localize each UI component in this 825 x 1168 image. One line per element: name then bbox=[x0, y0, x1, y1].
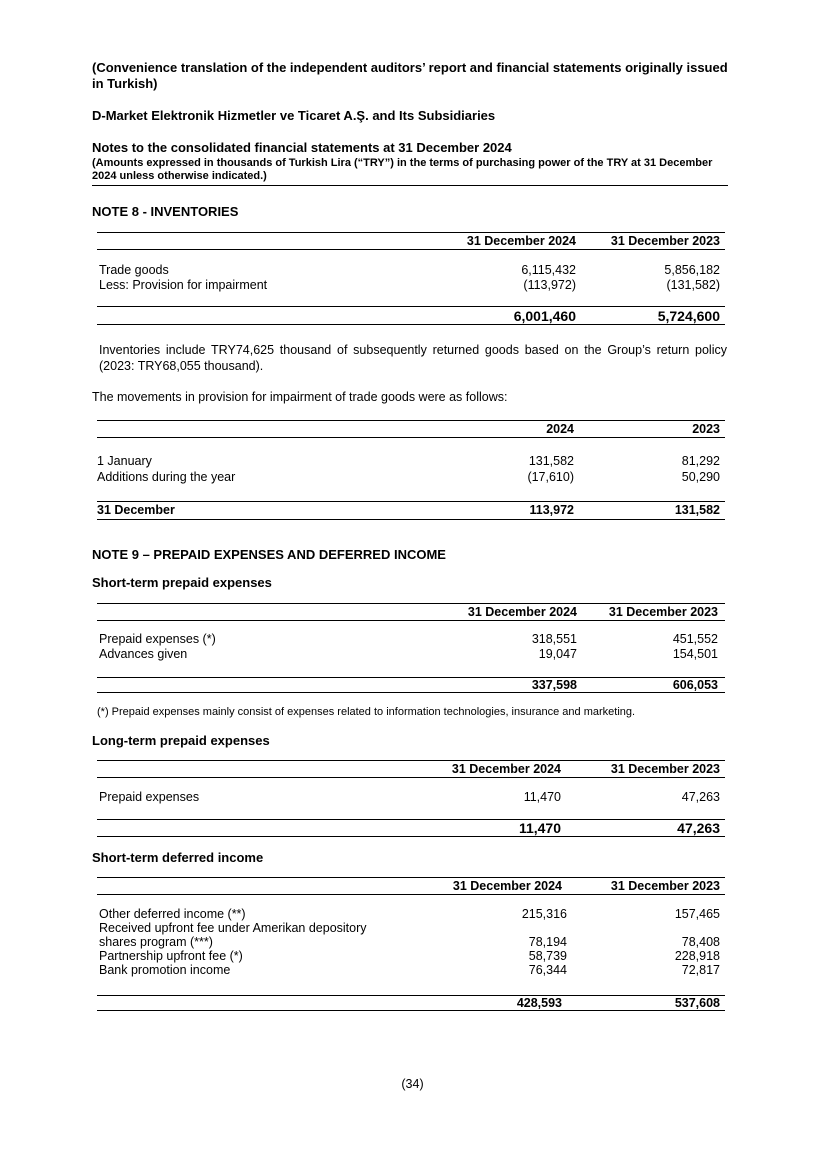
short-deferred-total-2024: 428,593 bbox=[516, 996, 562, 1010]
header-rule bbox=[92, 185, 728, 186]
short-prepaid-footnote: (*) Prepaid expenses mainly consist of expenses related to information technologies, insurance and marketing. bbox=[97, 706, 636, 718]
long-prepaid-title: Long-term prepaid expenses bbox=[92, 733, 270, 748]
short-deferred-row-value-2023: 228,918 bbox=[674, 949, 720, 963]
movements-col-2024: 2024 bbox=[546, 422, 574, 436]
long-prepaid-total-2024: 11,470 bbox=[518, 820, 561, 836]
short-deferred-row-value-2024: 78,194 bbox=[528, 935, 567, 949]
note8-header-rule bbox=[97, 249, 725, 250]
movements-row-value-2024: 131,582 bbox=[528, 454, 574, 468]
note8-movements-intro: The movements in provision for impairment of trade goods were as follows: bbox=[92, 390, 508, 404]
short-deferred-top-rule bbox=[97, 877, 725, 878]
short-prepaid-total-2024: 337,598 bbox=[531, 678, 577, 692]
short-deferred-row-value-2023: 78,408 bbox=[681, 935, 720, 949]
company-name: D-Market Elektronik Hizmetler ve Ticaret A.Ş. and Its Subsidiaries bbox=[92, 108, 496, 123]
short-deferred-row-label: shares program (***) bbox=[99, 935, 213, 949]
page-number: (34) bbox=[401, 1077, 424, 1091]
short-deferred-row-value-2024: 58,739 bbox=[528, 949, 567, 963]
long-prepaid-row-value-2024: 11,470 bbox=[523, 790, 561, 804]
short-prepaid-header-rule bbox=[97, 620, 725, 621]
movements-total-label: 31 December bbox=[97, 503, 175, 517]
note8-row-label: Trade goods bbox=[99, 263, 169, 277]
short-deferred-col-2024: 31 December 2024 bbox=[452, 879, 562, 893]
short-prepaid-total-2023: 606,053 bbox=[672, 678, 718, 692]
short-deferred-total-2023: 537,608 bbox=[674, 996, 720, 1010]
note8-row-value-2023: (131,582) bbox=[666, 278, 720, 292]
long-prepaid-row-label: Prepaid expenses bbox=[99, 790, 200, 804]
short-deferred-title: Short-term deferred income bbox=[92, 850, 264, 865]
amounts-note: (Amounts expressed in thousands of Turkish Lira (“TRY”) in the terms of purchasing power of the TRY at 31 December 2024 unless otherwise indicated.) bbox=[92, 157, 713, 182]
note8-table-top-rule bbox=[97, 232, 725, 233]
short-prepaid-row-value-2024: 19,047 bbox=[538, 647, 577, 661]
long-prepaid-total-rule bbox=[97, 836, 725, 837]
long-prepaid-row-value-2023: 47,263 bbox=[681, 790, 720, 804]
note8-paragraph: Inventories include TRY74,625 thousand of subsequently returned goods based on the Group’s return policy (2023: TRY68,055 thousand). bbox=[99, 343, 727, 373]
short-prepaid-col-2023: 31 December 2023 bbox=[608, 605, 718, 619]
long-prepaid-col-2023: 31 December 2023 bbox=[610, 762, 720, 776]
movements-row-value-2023: 81,292 bbox=[681, 454, 720, 468]
note8-total-rule bbox=[97, 324, 725, 325]
note8-row-value-2024: (113,972) bbox=[523, 278, 576, 292]
notes-title: Notes to the consolidated financial statements at 31 December 2024 bbox=[92, 140, 512, 155]
note8-total-2024: 6,001,460 bbox=[513, 308, 576, 324]
movements-header-rule bbox=[97, 437, 725, 438]
short-prepaid-col-2024: 31 December 2024 bbox=[467, 605, 577, 619]
note8-row-value-2024: 6,115,432 bbox=[521, 263, 576, 277]
movements-total-rule bbox=[97, 519, 725, 520]
note8-col-2023: 31 December 2023 bbox=[610, 234, 720, 248]
note8-title: NOTE 8 - INVENTORIES bbox=[92, 204, 239, 219]
short-deferred-row-value-2023: 157,465 bbox=[674, 907, 720, 921]
long-prepaid-top-rule bbox=[97, 760, 725, 761]
long-prepaid-header-rule bbox=[97, 777, 725, 778]
note8-subtotal-rule bbox=[97, 306, 725, 307]
note8-row-value-2023: 5,856,182 bbox=[664, 263, 720, 277]
short-deferred-row-label: Received upfront fee under Amerikan depository bbox=[99, 921, 367, 935]
short-deferred-row-label: Bank promotion income bbox=[99, 963, 231, 977]
short-prepaid-row-label: Advances given bbox=[99, 647, 188, 661]
short-prepaid-row-value-2023: 451,552 bbox=[672, 632, 718, 646]
short-deferred-total-rule bbox=[97, 1010, 725, 1011]
note8-col-2024: 31 December 2024 bbox=[466, 234, 576, 248]
short-deferred-row-label: Other deferred income (**) bbox=[99, 907, 246, 921]
short-deferred-col-2023: 31 December 2023 bbox=[610, 879, 720, 893]
short-prepaid-title: Short-term prepaid expenses bbox=[92, 575, 272, 590]
short-prepaid-row-value-2024: 318,551 bbox=[531, 632, 577, 646]
short-deferred-row-value-2024: 215,316 bbox=[521, 907, 567, 921]
movements-col-2023: 2023 bbox=[692, 422, 720, 436]
short-prepaid-top-rule bbox=[97, 603, 725, 604]
movements-row-value-2023: 50,290 bbox=[681, 470, 720, 484]
translation-note: (Convenience translation of the independent auditors’ report and financial statements originally issued in Turkish) bbox=[92, 60, 728, 91]
short-deferred-row-value-2023: 72,817 bbox=[681, 963, 720, 977]
short-deferred-row-value-2024: 76,344 bbox=[528, 963, 567, 977]
movements-total-2024: 113,972 bbox=[529, 503, 574, 517]
note8-row-label: Less: Provision for impairment bbox=[99, 278, 268, 292]
movements-row-label: 1 January bbox=[97, 454, 152, 468]
movements-total-2023: 131,582 bbox=[674, 503, 720, 517]
movements-row-value-2024: (17,610) bbox=[527, 470, 574, 484]
short-prepaid-row-value-2023: 154,501 bbox=[672, 647, 718, 661]
note9-title: NOTE 9 – PREPAID EXPENSES AND DEFERRED INCOME bbox=[92, 547, 446, 562]
short-deferred-header-rule bbox=[97, 894, 725, 895]
movements-row-label: Additions during the year bbox=[97, 470, 236, 484]
movements-subtotal-rule bbox=[97, 501, 725, 502]
long-prepaid-col-2024: 31 December 2024 bbox=[451, 762, 561, 776]
short-deferred-row-label: Partnership upfront fee (*) bbox=[99, 949, 243, 963]
short-prepaid-total-rule bbox=[97, 692, 725, 693]
movements-top-rule bbox=[97, 420, 725, 421]
long-prepaid-total-2023: 47,263 bbox=[677, 820, 720, 836]
short-prepaid-row-label: Prepaid expenses (*) bbox=[99, 632, 216, 646]
note8-total-2023: 5,724,600 bbox=[657, 308, 720, 324]
